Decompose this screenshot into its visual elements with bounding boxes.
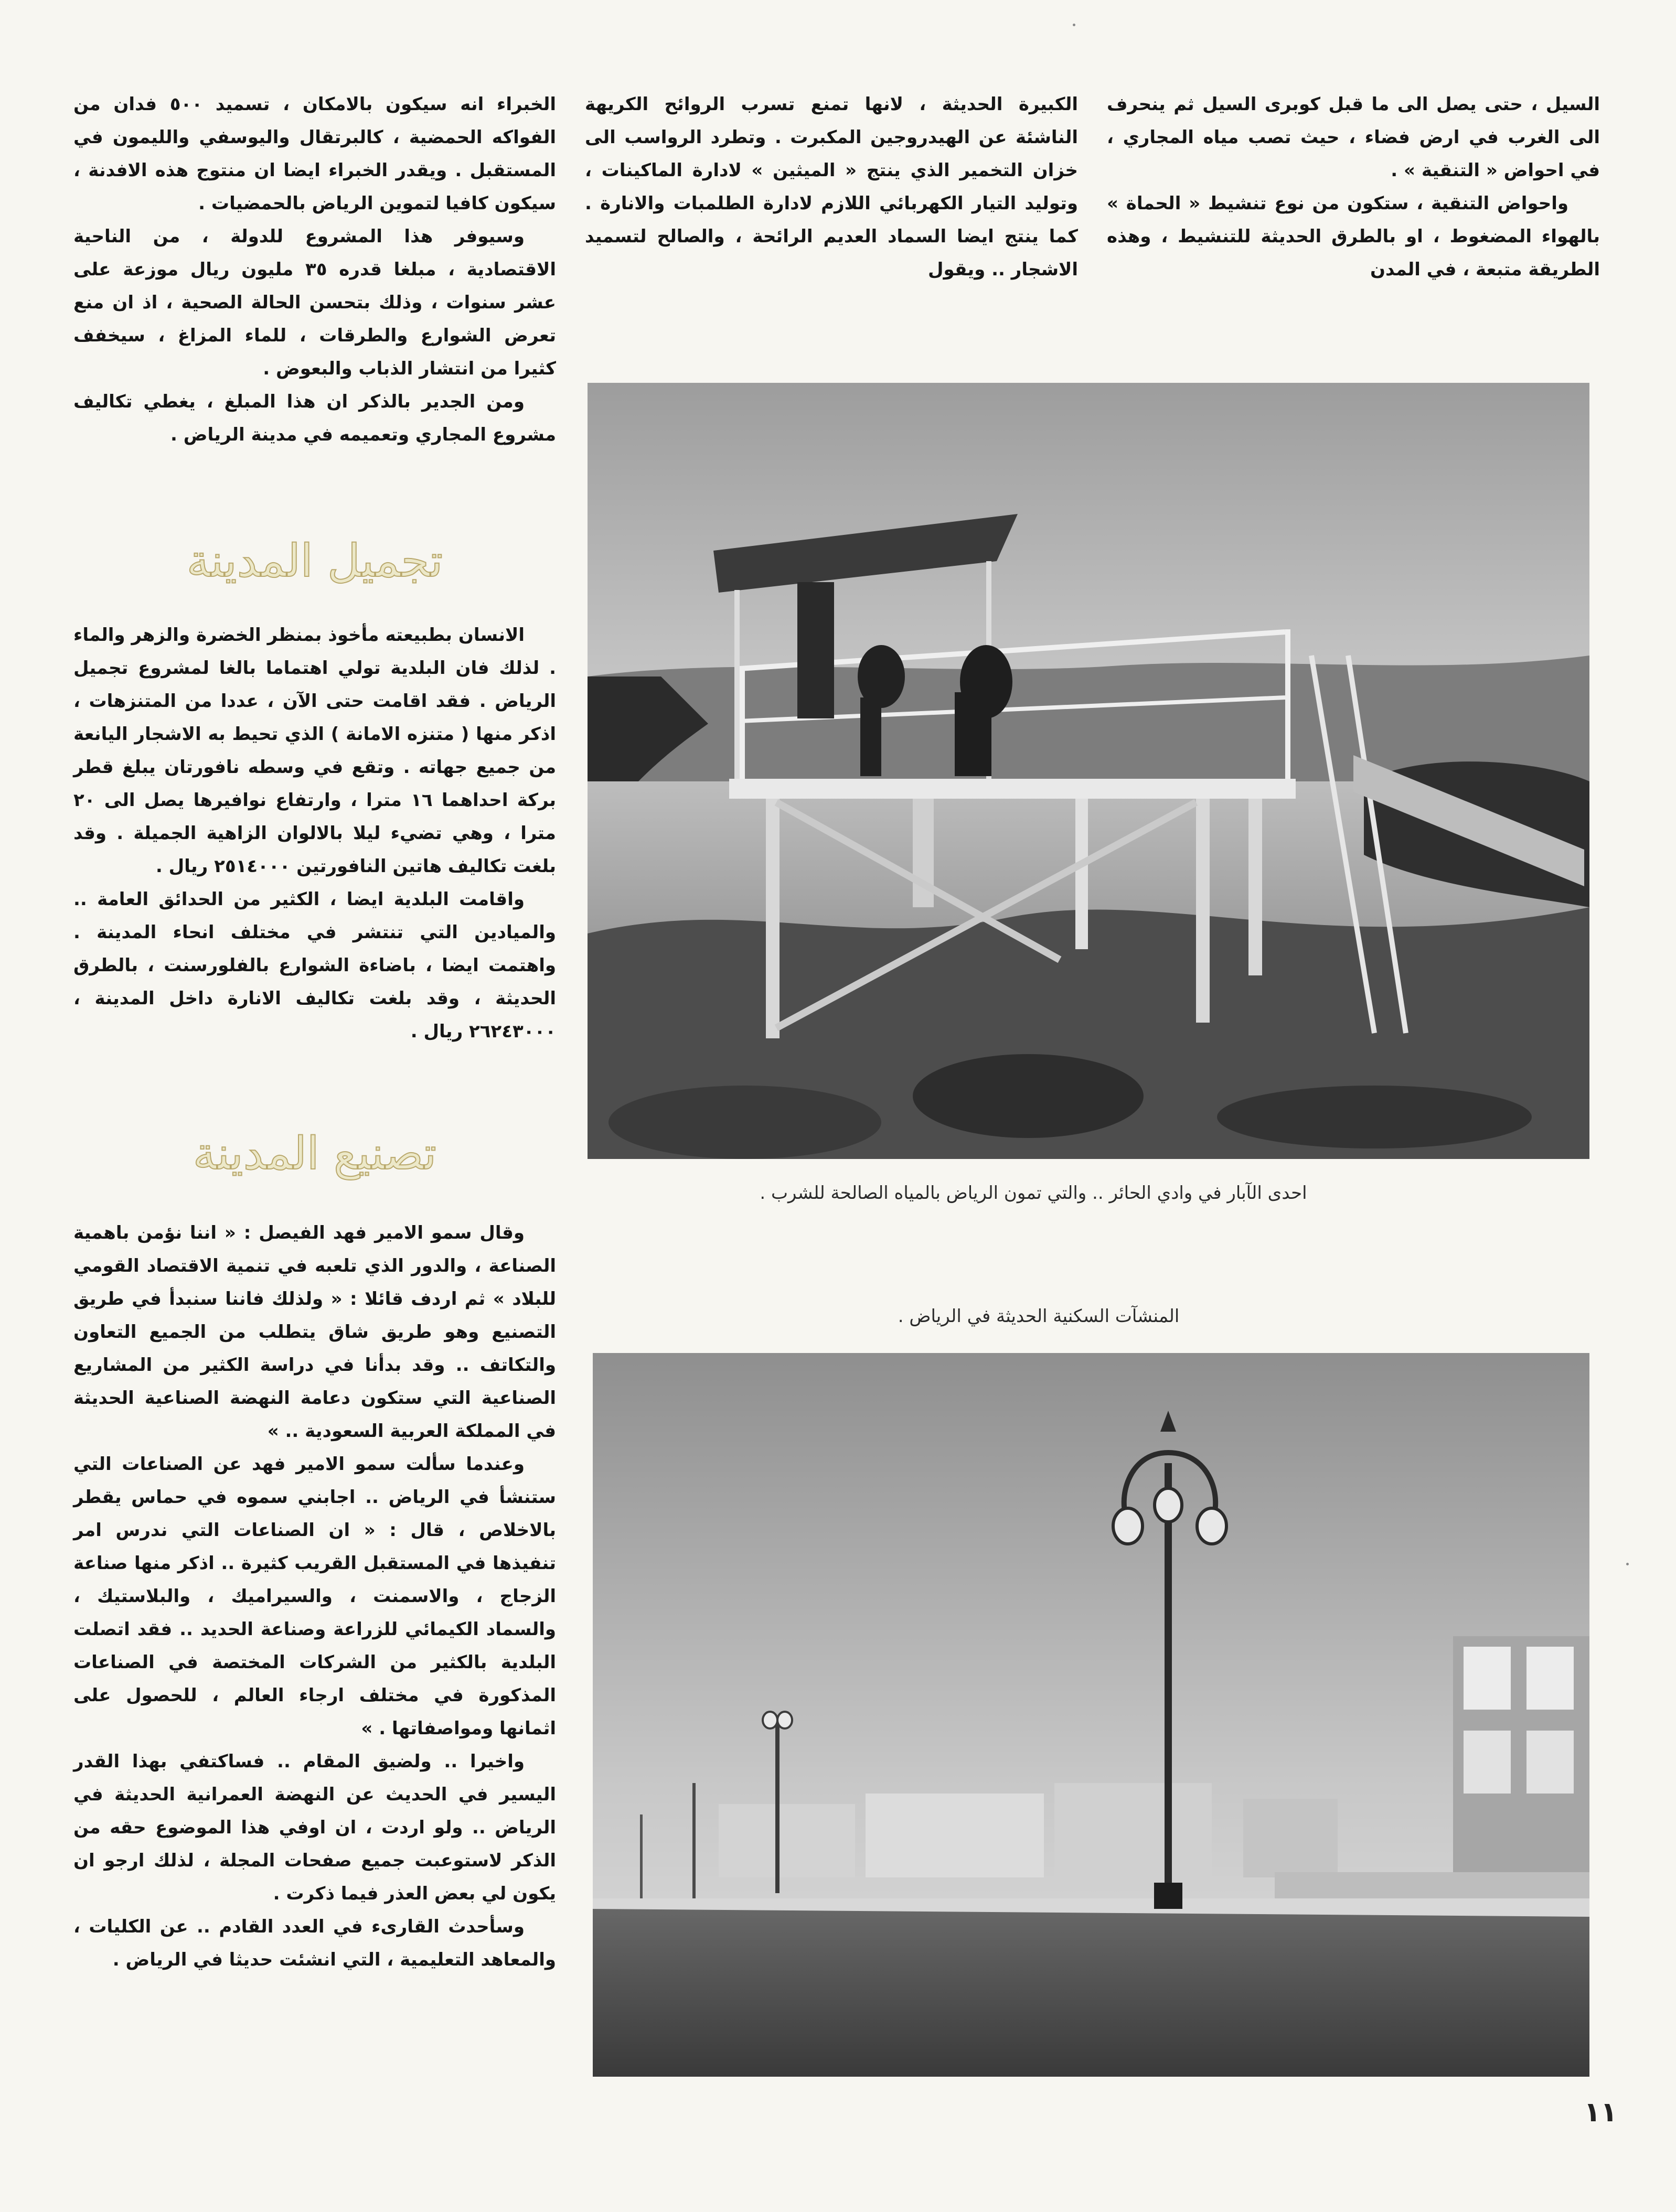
print-speck (1626, 1563, 1629, 1565)
paragraph: واقامت البلدية ايضا ، الكثير من الحدائق العامة .. والميادين التي تنتشر في مختلف انحاء المدينة . واهتمت ايضا ، باضاءة الشوارع بالفلورسنت ، بالطرق الحديثة ، وقد بلغت تكاليف الانارة داخل المدينة ، ٢٦٢٤٣٠٠٠ ريال . (73, 889, 556, 1042)
paragraph: ومن الجدير بالذكر ان هذا المبلغ ، يغطي تكاليف مشروع المجاري وتعميمه في مدينة الرياض . (73, 391, 556, 445)
well-photo-caption: احدى الآبار في وادي الحائر .. والتي تمون الرياض بالمياه الصالحة للشرب . (760, 1183, 1307, 1204)
article-column-top-middle (585, 88, 1078, 286)
paragraph: واحواض التنقية ، ستكون من نوع تنشيط « الحماة » بالهواء المضغوط ، او بالطرق الحديثة للتنشيط ، وهذه الطريقة متبعة ، في المدن (1107, 193, 1600, 280)
paragraph: وقال سمو الامير فهد الفيصل : « اننا نؤمن باهمية الصناعة ، والدور الذي تلعبه في تنمية الاقتصاد القومي للبلاد » ثم اردف قائلا : « ولذلك فاننا سنبدأ في طريق التصنيع وهو طريق شاق يتطلب من الجميع التعاون والتكاتف .. وقد بدأنا في دراسة الكثير من المشاريع الصناعية التي ستكون دعامة النهضة الصناعية الحديثة في المملكة العربية السعودية .. » (73, 1222, 556, 1442)
photo-well (588, 383, 1589, 1159)
print-speck (1073, 24, 1075, 26)
paragraph: وسيوفر هذا المشروع للدولة ، من الناحية الاقتصادية ، مبلغا قدره ٣٥ مليون ريال موزعة على عشر سنوات ، وذلك بتحسن الحالة الصحية ، اذ ان منع تعرض الشوارع والطرقات ، للماء المزاغ ، سيخفف كثيرا من انتشار الذباب والبعوض . (73, 226, 557, 379)
paragraph: وعندما سألت سمو الامير فهد عن الصناعات التي ستنشأ في الرياض .. اجابني سموه في حماس يقطر بالاخلاص ، قال : « ان الصناعات التي ندرس امر تنفيذها في المستقبل القريب كثيرة .. اذكر منها صناعة الزجاج ، والاسمنت ، والسيراميك ، والبلاستيك ، والسماد الكيمائي للزراعة وصناعة الحديد .. فقد اتصلت البلدية بالكثير من الشركات المختصة في الصناعات المذكورة في مختلف ارجاء العالم ، للحصول على اثمانها ومواصفاتها . » (73, 1454, 556, 1739)
paragraph: الانسان بطبيعته مأخوذ بمنظر الخضرة والزهر والماء . لذلك فان البلدية تولي اهتماما بالغا لمشروع تجميل الرياض . فقد اقامت حتى الآن ، عددا من المتنزهات ، اذكر منها ( متنزه الامانة ) الذي تحيط به الاشجار اليانعة من جميع جهاته . وتقع في وسطه نافورتان يبلغ قطر بركة احداهما ١٦ مترا ، وارتفاع نوافيرها يصل الى ٢٠ مترا ، وهي تضيء ليلا بالالوان الزاهية الجميلة . وقد بلغت تكاليف هاتين النافورتين ٢٥١٤٠٠٠ ريال . (73, 625, 556, 877)
paragraph: السيل ، حتى يصل الى ما قبل كوبرى السيل ثم ينحرف الى الغرب في ارض فضاء ، حيث تصب مياه المجاري ، في احواض « التنقية » . (1107, 94, 1600, 181)
page-number: ١١ (1584, 2097, 1617, 2128)
paragraph: وسأحدث القارىء في العدد القادم .. عن الكليات ، والمعاهد التعليمية ، التي انشئت حديثا في الرياض . (73, 1916, 556, 1970)
article-section-beautification (73, 619, 556, 1048)
paragraph: واخيرا .. ولضيق المقام .. فساكتفي بهذا القدر اليسير في الحديث عن النهضة العمرانية الحديثة في الرياض .. ولو اردت ، ان اوفي هذا الموضوع حقه من الذكر لاستوعبت جميع صفحات المجلة ، لذلك ارجو ان يكون لي بعض العذر فيما ذكرت . (73, 1751, 556, 1904)
article-column-top-right (1107, 88, 1600, 286)
article-column-left (73, 88, 556, 452)
paragraph: الكبيرة الحديثة ، لانها تمنع تسرب الروائح الكريهة الناشئة عن الهيدروجين المكبرت . وتطرد الرواسب الى خزان التخمير الذي ينتج « الميثين » لادارة الماكينات ، وتوليد التيار الكهربائي اللازم لادارة الطلمبات والانارة . كما ينتج ايضا السماد العديم الرائحة ، والصالح لتسميد الاشجار .. ويقول (585, 94, 1078, 280)
paragraph: الخبراء انه سيكون بالامكان ، تسميد ٥٠٠ فدان من الفواكه الحمضية ، كالبرتقال واليوسفي والليمون في المستقبل . ويقدر الخبراء ايضا ان منتوج هذه الافدنة ، سيكون كافيا لتموين الرياض بالحمضيات . (73, 94, 556, 214)
section-heading-city-industrialization: تصنيع المدينة (193, 1128, 437, 1180)
article-section-industrialization (73, 1217, 556, 1977)
photo-street (593, 1353, 1589, 2077)
street-photo-caption: المنشآت السكنية الحديثة في الرياض . (898, 1306, 1180, 1327)
well-photo-illustration (588, 383, 1589, 1159)
street-photo-illustration (593, 1353, 1589, 2077)
section-heading-city-beautification: تجميل المدينة (186, 535, 443, 587)
